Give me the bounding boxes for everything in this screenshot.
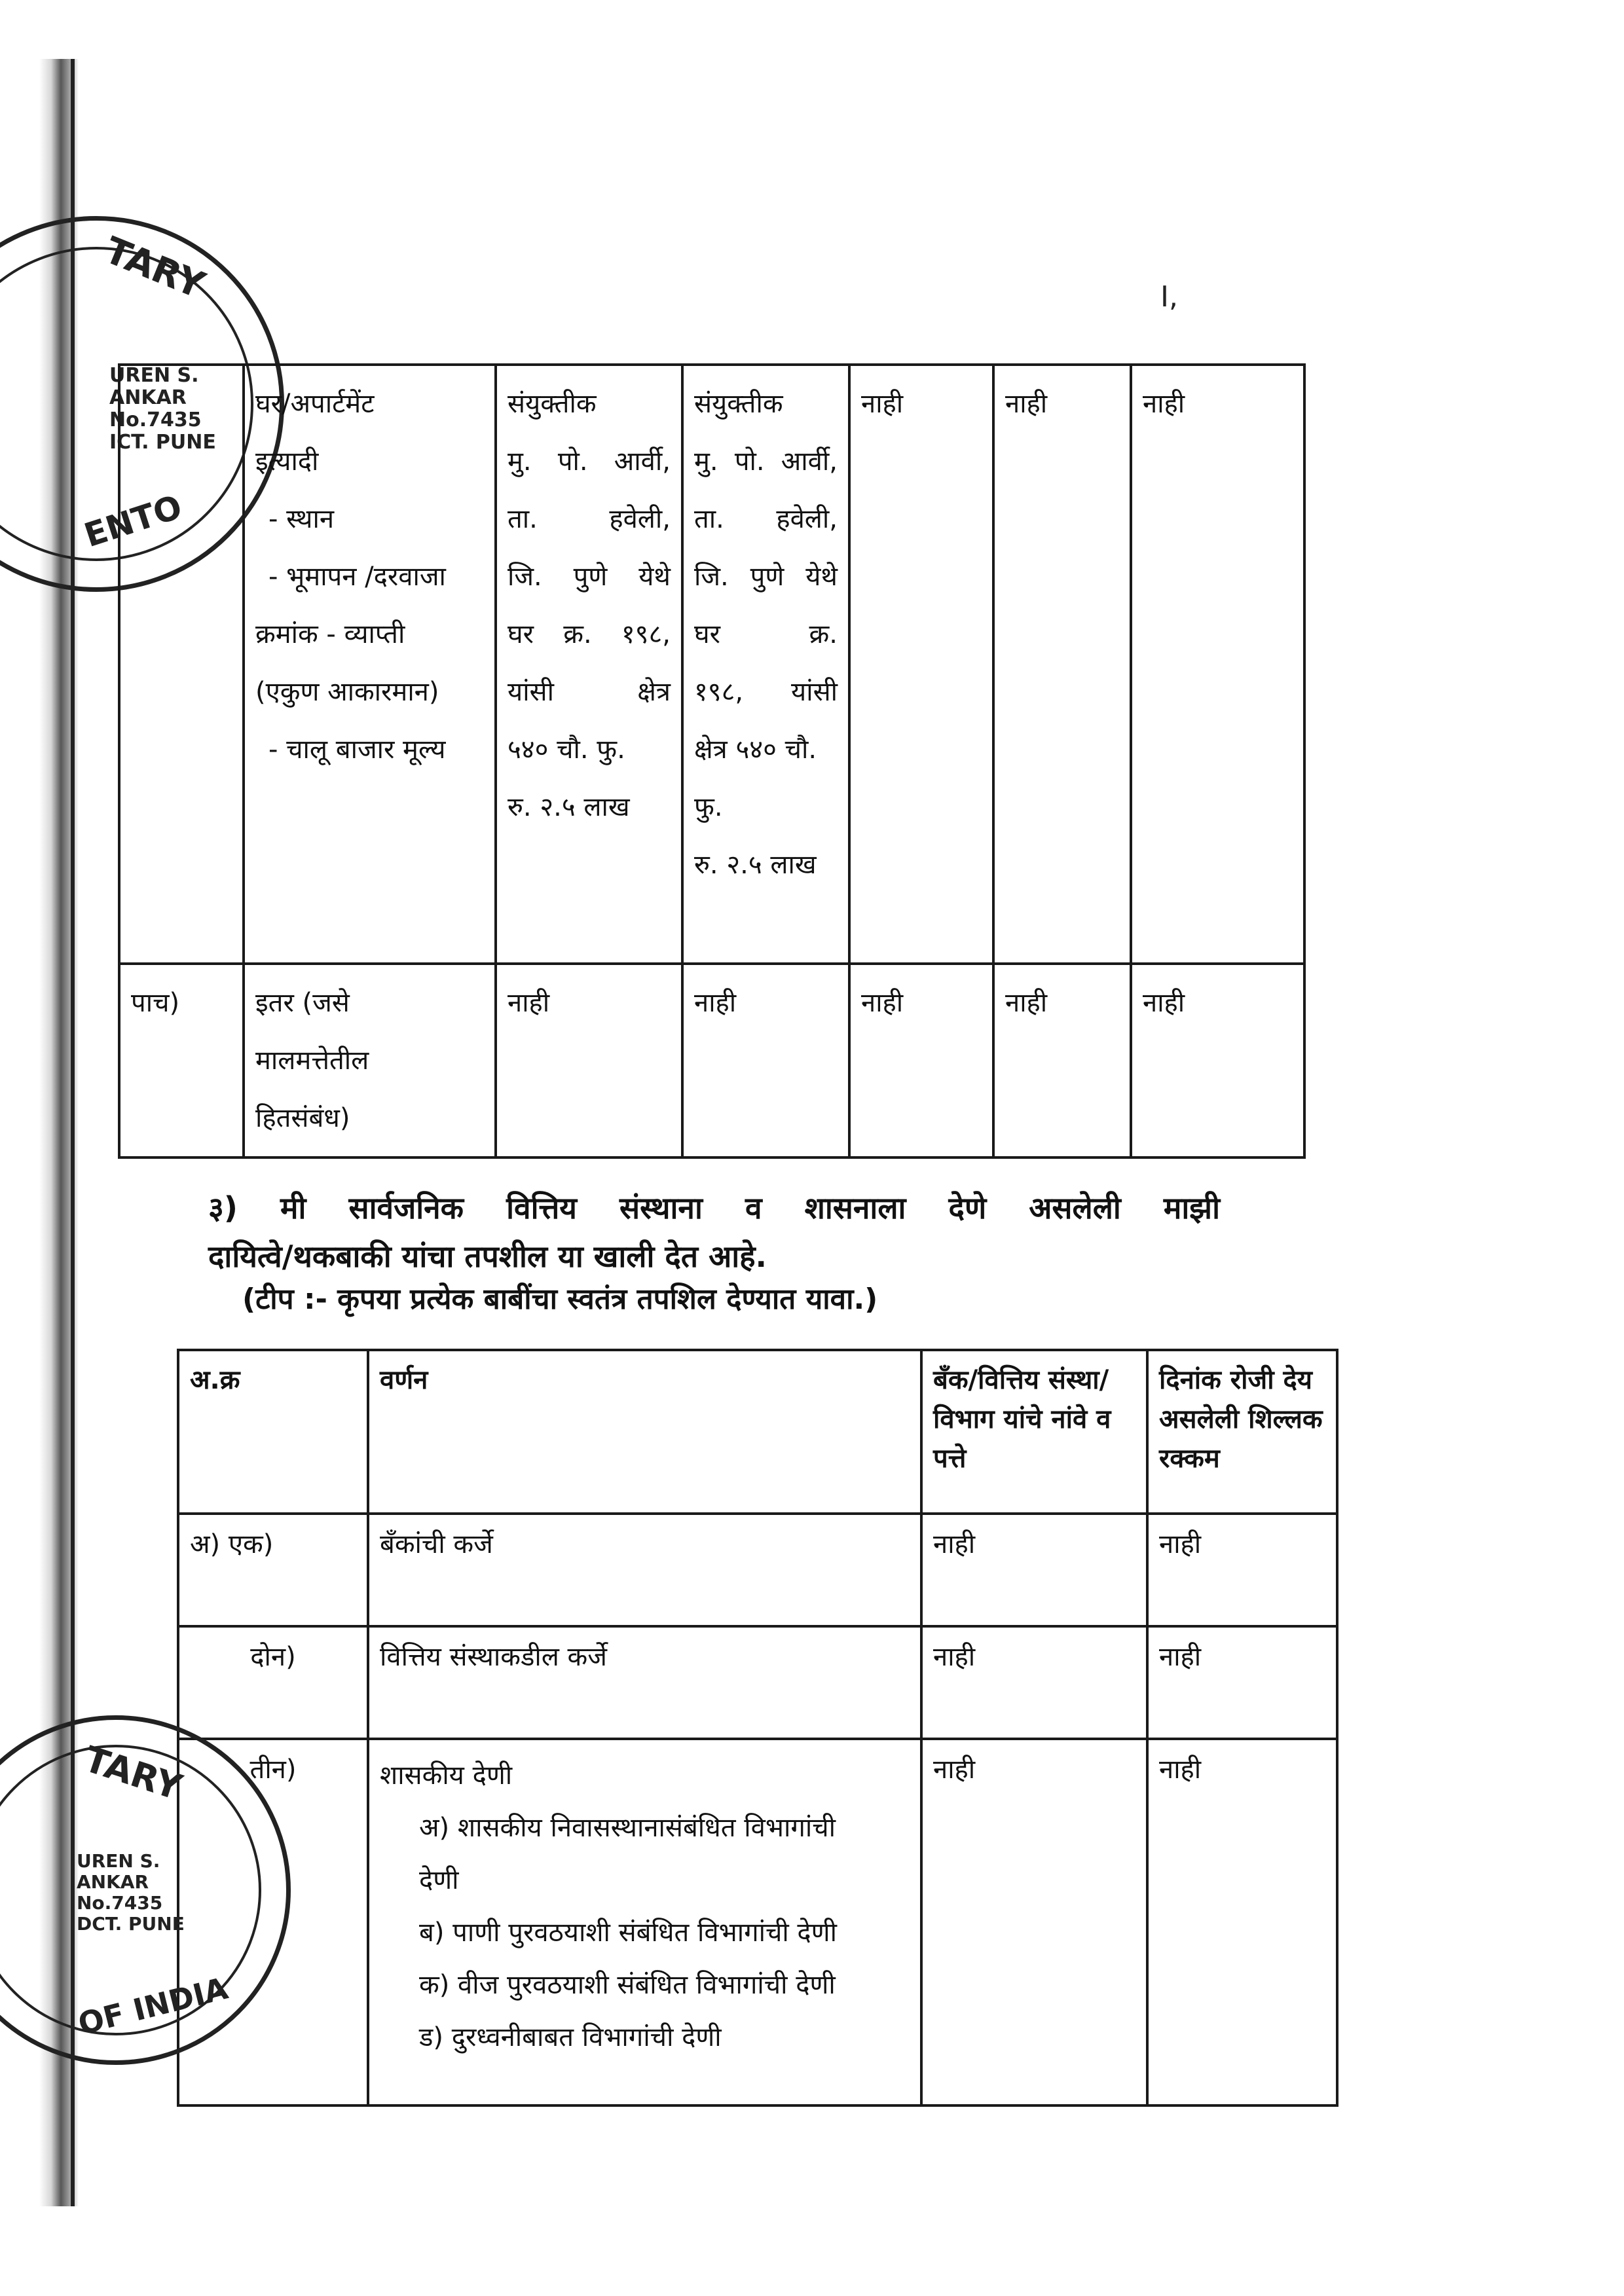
stamp-arc-bottom: OF INDIA (74, 1970, 232, 2042)
table-header-row (178, 1350, 1337, 1514)
table-row (119, 964, 1304, 1157)
table-row (178, 1514, 1337, 1626)
paragraph-line-1: ३) मी सार्वजनिक वित्तिय संस्थाना व शासनाला देणे असलेली माझी (208, 1190, 1220, 1226)
serial-cell: पाच) (119, 964, 244, 1157)
amount-cell: नाही (1147, 1739, 1337, 2105)
header-amount: दिनांक रोजी देय असलेली शिल्लक रक्कम (1147, 1350, 1337, 1514)
description-cell: इतर (जसे मालमत्तेतील हितसंबंध) (244, 964, 496, 1157)
liabilities-table (177, 1349, 1338, 2107)
value-cell: नाही (849, 964, 993, 1157)
description-cell: वित्तिय संस्थाकडील कर्जे (368, 1626, 921, 1739)
paragraph-line-2: दायित्वे/थकबाकी यांचा तपशील या खाली देत आहे. (208, 1239, 767, 1274)
page-mark: I, (1160, 280, 1178, 314)
description-cell: घर/अपार्टमेंट इत्यादी - स्थान - भूमापन /दरवाजा क्रमांक - व्याप्ती (एकुण आकारमान) - चालू बाजार मूल्य (244, 365, 496, 964)
value-cell: नाही (993, 365, 1131, 964)
stamp-arc-top: TARY (98, 228, 211, 308)
table-row (119, 365, 1304, 964)
value-cell: नाही (1131, 365, 1304, 964)
stamp-arc-bottom: ENTO (79, 487, 187, 555)
value-cell: नाही (993, 964, 1131, 1157)
property-table (118, 363, 1306, 1159)
header-bank: बँक/वित्तिय संस्था/विभाग यांचे नांवे व पत्ते (921, 1350, 1147, 1514)
serial-cell (119, 365, 244, 964)
stamp-center-text: UREN S. ANKAR No.7435 ICT. PUNE (109, 364, 216, 454)
amount-cell: नाही (1147, 1514, 1337, 1626)
property-detail-cell: संयुक्तीक मु. पो. आर्वी, ता. हवेली, जि. पुणे येथे घर क्र. १९८, यांसी क्षेत्र ५४० चौ. फु. रु. २.५ लाख (496, 365, 682, 964)
property-detail-cell: नाही (496, 964, 682, 1157)
table-row (178, 1626, 1337, 1739)
value-cell: नाही (849, 365, 993, 964)
section-3-note: (टीप :- कृपया प्रत्येक बाबींचा स्वतंत्र तपशिल देण्यात यावा.) (242, 1283, 878, 1316)
property-detail-cell: संयुक्तीक मु. पो. आर्वी, ता. हवेली, जि. पुणे येथे घर क्र. १९८, यांसी क्षेत्र ५४० चौ. फु. रु. २.५ लाख (682, 365, 849, 964)
stamp-arc-top: TARY (79, 1738, 187, 1808)
table-row (178, 1739, 1337, 2105)
value-cell: नाही (1131, 964, 1304, 1157)
serial-cell: अ) एक) (178, 1514, 368, 1626)
bank-cell: नाही (921, 1514, 1147, 1626)
description-cell: शासकीय देणी अ) शासकीय निवासस्थानासंबंधित विभागांची देणी ब) पाणी पुरवठयाशी संबंधित विभागांची देणी क) वीज पुरवठयाशी संबंधित विभागांची देणी ड) दुरध्वनीबाबत विभागांची देणी (368, 1739, 921, 2105)
stamp-center-text: UREN S. ANKAR No.7435 DCT. PUNE (77, 1850, 185, 1935)
description-cell: बँकांची कर्जे (368, 1514, 921, 1626)
bank-cell: नाही (921, 1739, 1147, 2105)
serial-cell: दोन) (178, 1626, 368, 1739)
header-description: वर्णन (368, 1350, 921, 1514)
section-3-paragraph (208, 1184, 1220, 1281)
header-serial: अ.क्र (178, 1350, 368, 1514)
bank-cell: नाही (921, 1626, 1147, 1739)
amount-cell: नाही (1147, 1626, 1337, 1739)
property-detail-cell: नाही (682, 964, 849, 1157)
serial-cell: तीन) (178, 1739, 368, 2105)
